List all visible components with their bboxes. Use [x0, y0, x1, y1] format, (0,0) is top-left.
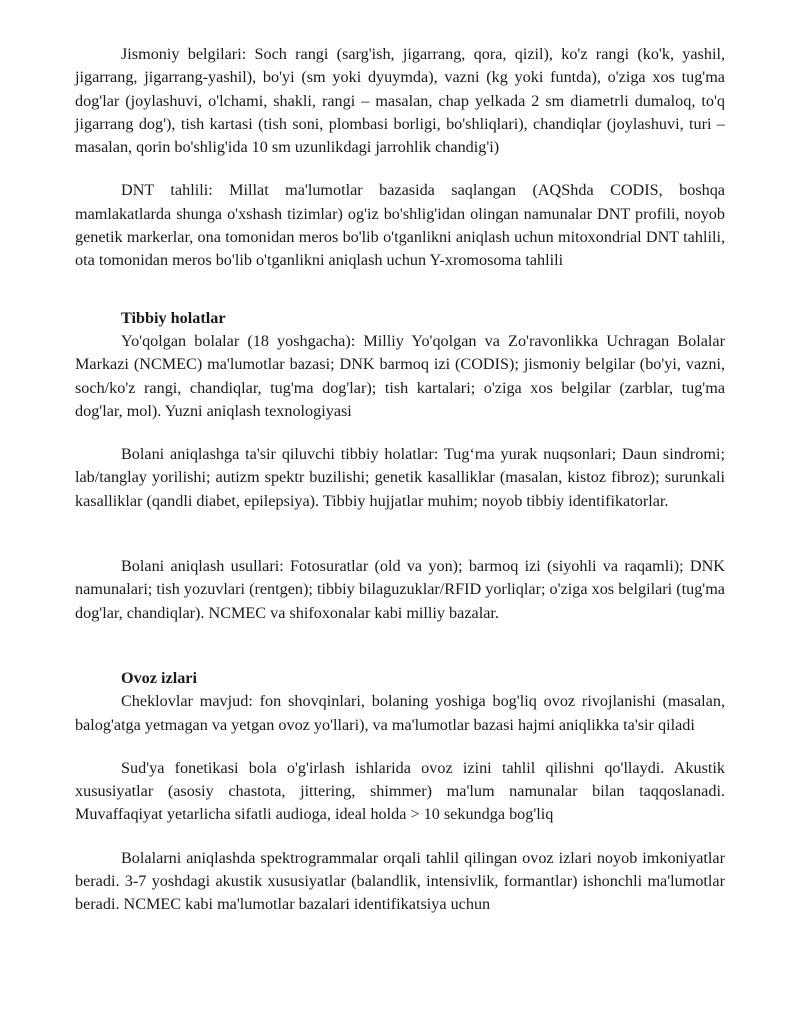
paragraph-physical-features: Jismoniy belgilari: Soch rangi (sarg'ish, jigarrang, qora, qizil), ko'z rangi (ko'k, yashil, jigarrang, jigarrang-yashil), bo'yi (sm yoki dyuymda), vazni (kg yoki funtda), o'ziga xos tug'ma dog'lar (joylashuvi, o'lchami, shakli, rangi – masalan, chap yelkada 2 sm diametrli dumaloq, to'q jigarrang dog'), tish kartasi (tish soni, plombasi borligi, bo'shliqlari), chandiqlar (joylashuvi, turi – masalan, qorin bo'shlig'ida 10 sm uzunlikdagi jarrohlik chandig'i)	[75, 45, 725, 157]
paragraph-limitations: Cheklovlar mavjud: fon shovqinlari, bolaning yoshiga bog'liq ovoz rivojlanishi (masalan, balog'atga yetmagan va yetgan ovoz yo'llari), va ma'lumotlar bazasi hajmi aniqlikka ta'sir qiladi	[75, 692, 725, 734]
section-heading-voice-prints: Ovoz izlari	[121, 668, 197, 687]
paragraph-forensic-phonetics: Sud'ya fonetikasi bola o'g'irlash ishlarida ovoz izini tahlil qilishni qo'llaydi. Akustik xususiyatlar (asosiy chastota, jittering, shimmer) ma'lum namunalar bilan taqqoslanadi. Muvaffaqiyat yetarlicha sifatli audioga, ideal holda > 10 sekundga bog'liq	[75, 758, 725, 824]
paragraph-dna-analysis: DNT tahlili: Millat ma'lumotlar bazasida saqlangan (AQShda CODIS, boshqa mamlakatlarda shunga o'xshash tizimlar) og'iz bo'shlig'idan olingan namunalar DNT profili, noyob genetik markerlar, ona tomonidan meros bo'lib o'tganlikni aniqlash uchun mitoxondrial DNT tahlili, ota tomonidan meros bo'lib o'tganlikni aniqlash uchun Y-xromosoma tahlili	[75, 181, 725, 270]
section-heading-medical-conditions: Tibbiy holatlar	[121, 308, 226, 327]
paragraph-identification-methods: Bolani aniqlash usullari: Fotosuratlar (old va yon); barmoq izi (siyohli va raqamli); DNK namunalari; tish yozuvlari (rentgen); tibbiy bilaguzuklar/RFID yorliqlar; o'ziga xos belgilari (tug'ma dog'lar, chandiqlar). NCMEC va shifoxonalar kabi milliy bazalar.	[75, 557, 725, 622]
paragraph-missing-children: Yo'qolgan bolalar (18 yoshgacha): Milliy Yo'qolgan va Zo'ravonlikka Uchragan Bolalar Markazi (NCMEC) ma'lumotlar bazasi; DNK barmoq izi (CODIS); jismoniy belgilar (bo'yi, vazni, soch/ko'z rangi, chandiqlar, tug'ma dog'lar); tish kartalari; o'ziga xos belgilar (zarblar, tug'ma dog'lar, mol). Yuzni aniqlash texnologiyasi	[75, 331, 725, 420]
paragraph-medical-conditions: Bolani aniqlashga ta'sir qiluvchi tibbiy holatlar: Tug‘ma yurak nuqsonlari; Daun sindromi; lab/tanglay yorilishi; autizm spektr buzilishi; genetik kasalliklar (masalan, kistoz fibroz); surunkali kasalliklar (qandli diabet, epilepsiya). Tibbiy hujjatlar muhim; noyob tibbiy identifikatorlar.	[75, 445, 725, 510]
paragraph-spectrograms: Bolalarni aniqlashda spektrogrammalar orqali tahlil qilingan ovoz izlari noyob imkoniyatlar beradi. 3-7 yoshdagi akustik xususiyatlar (balandlik, intensivlik, formantlar) ishonchli ma'lumotlar beradi. NCMEC kabi ma'lumotlar bazalari identifikatsiya uchun	[75, 848, 725, 914]
document-page	[75, 43, 725, 917]
